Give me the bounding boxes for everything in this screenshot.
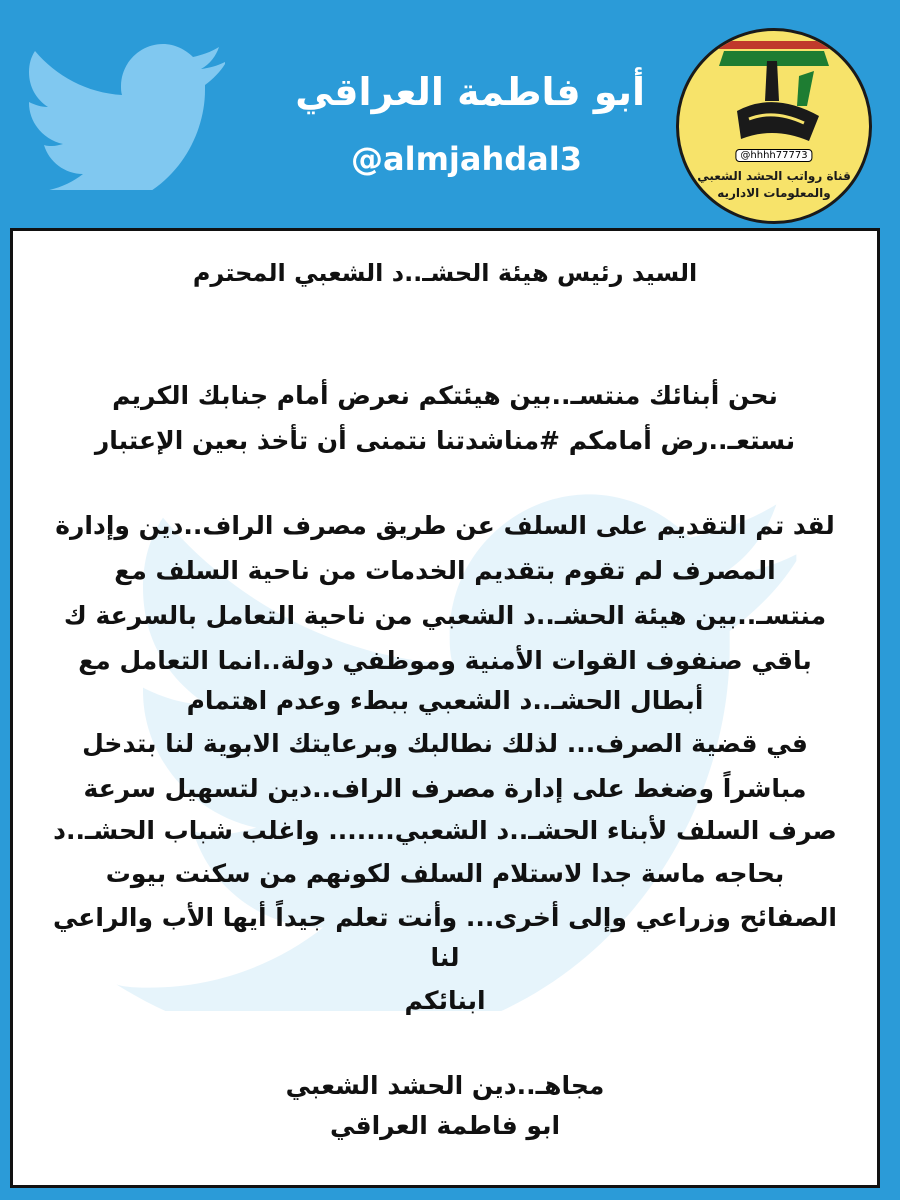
letter-line: بحاجه ماسة جدا لاستلام السلف لكونهم من سكنت بيوت (105, 859, 785, 888)
letter-line: لنا (430, 943, 460, 972)
logo-caption-line2: والمعلومات الاداريه (717, 186, 831, 200)
letter-box (10, 228, 880, 1188)
logo-handle: @hhhh77773 (735, 149, 812, 162)
letter-title: السيد رئيس هيئة الحشـ..د الشعبي المحترم (192, 259, 698, 287)
letter-line: الصفائح وزراعي وإلى أخرى... وأنت تعلم جيداً أيها الأب والراعي (53, 903, 837, 932)
pmf-logo (676, 28, 872, 224)
logo-caption-line1: قناة رواتب الحشد الشعبي (697, 169, 851, 183)
twitter-bird-icon (20, 40, 230, 190)
letter-line: مباشراً وضغط على إدارة مصرف الراف..دين لتسهيل سرعة (83, 774, 807, 803)
letter-line: نحن أبنائك منتسـ..بين هيئتكم نعرض أمام جنابك الكريم (112, 381, 778, 410)
letter-line: باقي صنفوف القوات الأمنية وموظفي دولة..انما التعامل مع (78, 646, 812, 675)
account-handle: @almjahdal3 (351, 140, 582, 178)
letter-line: في قضية الصرف... لذلك نطالبك وبرعايتك الابوية لنا بتدخل (82, 729, 808, 758)
letter-line: ابنائكم (404, 986, 486, 1015)
signature-line: مجاهـ..دين الحشد الشعبي (285, 1071, 605, 1100)
letter-text (13, 231, 877, 1185)
account-display-name: أبو فاطمة العراقي (295, 70, 645, 114)
letter-line: منتسـ..بين هيئة الحشـ..د الشعبي من ناحية التعامل بالسرعة ك (63, 601, 827, 630)
letter-line: نستعـ..رض أمامكم #مناشدتنا نتمنى أن تأخذ بعين الإعتبار (94, 426, 796, 455)
letter-line: صرف السلف لأبناء الحشـ..د الشعبي....... واغلب شباب الحشـ..د (53, 816, 837, 845)
signature-name: ابو فاطمة العراقي (329, 1111, 561, 1140)
letter-line: لقد تم التقديم على السلف عن طريق مصرف الراف..دين وإدارة (55, 511, 835, 540)
letter-line: المصرف لم تقوم بتقديم الخدمات من ناحية السلف مع (114, 556, 776, 585)
letter-line: أبطال الحشـ..د الشعبي ببطء وعدم اهتمام (186, 686, 704, 715)
